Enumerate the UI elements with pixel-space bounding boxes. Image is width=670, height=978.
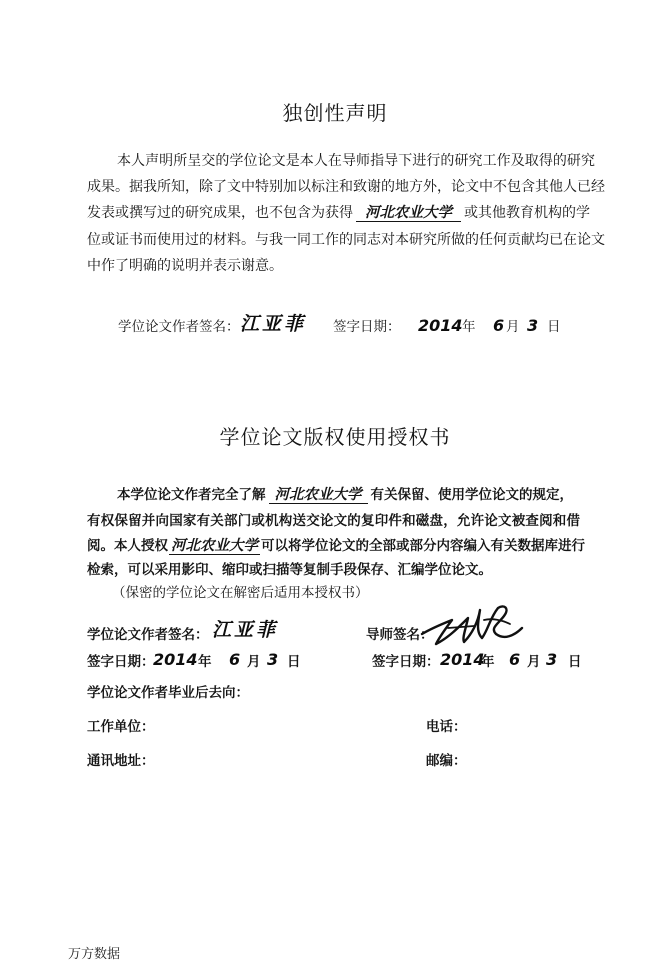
declaration-title: 独创性声明 [282,101,388,125]
declaration-date-day: 3 [527,316,539,335]
advisor-date-year-unit: 年 [481,654,495,670]
workplace-label: 工作单位： [87,719,155,735]
advisor-date-day-unit: 日 [568,654,582,670]
university-fill: 河北农业大学 [356,205,461,222]
authorization-line-4: 检索，可以采用影印、缩印或扫描等复制手段保存、汇编学位论文。 [87,562,492,578]
declaration-line-1: 本人声明所呈交的学位论文是本人在导师指导下进行的研究工作及取得的研究 [117,153,595,169]
author-date-label: 签字日期： [87,654,155,670]
author-signature: 江亚菲 [212,619,279,641]
declaration-date-day-unit: 日 [547,319,561,335]
advisor-date-day: 3 [546,650,558,669]
author-date-day-unit: 日 [287,654,301,670]
authorization-line-1 [117,485,573,505]
authorization-line-3-pre: 阅。本人授权 [87,538,168,554]
author-date-day: 3 [267,650,279,669]
university-fill: 河北农业大学 [171,538,258,554]
university-fill: 河北农业大学 [269,487,368,504]
graduation-destination-label: 学位论文作者毕业后去向： [87,685,249,701]
declaration-line-4: 位或证书而使用过的材料。与我一同工作的同志对本研究所做的任何贡献均已在论文 [87,232,605,248]
authorization-line-3 [87,536,585,556]
authorization-line-3-post: 可以将学位论文的全部或部分内容编入有关数据库进行 [261,538,585,554]
declaration-date-year: 2014 [418,316,463,335]
author-date-month-unit: 月 [247,654,261,670]
author-date-year-unit: 年 [198,654,212,670]
footer-watermark: 万方数据 [68,947,121,962]
phone-label: 电话： [426,719,467,735]
declaration-line-3 [87,203,590,223]
authorization-line-1-post: 有关保留、使用学位论文的规定， [370,487,573,503]
declaration-author-label: 学位论文作者签名： [118,319,240,335]
advisor-signature [418,598,526,654]
advisor-date-month-unit: 月 [527,654,541,670]
declaration-date-year-unit: 年 [462,319,476,335]
author-signature-label: 学位论文作者签名： [87,627,209,643]
declaration-line-2: 成果。据我所知，除了文中特别加以标注和致谢的地方外，论文中不包含其他人已经 [87,179,605,195]
authorization-line-1-pre: 本学位论文作者完全了解 [117,487,266,503]
address-label: 通讯地址： [87,753,155,769]
confidential-note: （保密的学位论文在解密后适用本授权书） [112,585,369,601]
advisor-date-label: 签字日期： [372,654,440,670]
advisor-signature-label: 导师签名： [366,627,434,643]
declaration-line-3-pre: 发表或撰写过的研究成果，也不包含为获得 [87,205,353,221]
authorization-line-2: 有权保留并向国家有关部门或机构送交论文的复印件和磁盘，允许论文被查阅和借 [87,513,580,529]
author-date-year: 2014 [153,650,198,669]
declaration-date-month-unit: 月 [506,319,520,335]
declaration-line-5: 中作了明确的说明并表示谢意。 [87,258,283,274]
author-date-month: 6 [229,650,241,669]
declaration-author-signature: 江亚菲 [240,313,307,335]
authorization-title: 学位论文版权使用授权书 [219,425,451,449]
postcode-label: 邮编： [426,753,467,769]
declaration-line-3-post: 或其他教育机构的学 [464,205,590,221]
declaration-date-label: 签字日期： [333,319,401,335]
advisor-date-year: 2014 [440,650,485,669]
declaration-date-month: 6 [493,316,505,335]
advisor-date-month: 6 [509,650,521,669]
